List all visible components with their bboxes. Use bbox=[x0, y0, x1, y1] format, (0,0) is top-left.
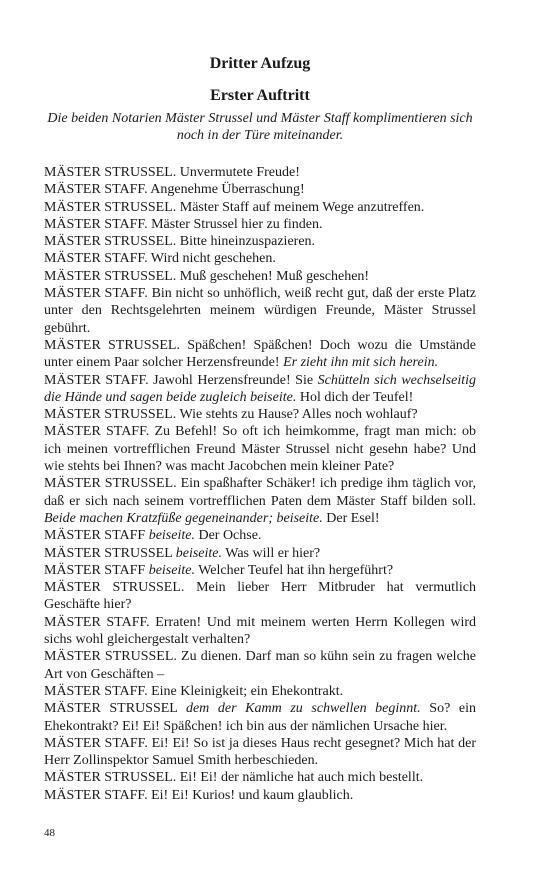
line-text: So? ein Ehekontrakt? Ei! Ei! Späßchen! ich bin aus der nämlichen Ursache hier. bbox=[44, 701, 477, 734]
dialogue-line bbox=[44, 562, 476, 579]
stage-direction: Die beiden Notarien Mäster Strussel und Mäster Staff komplimentieren sich noch in der Türe miteinander. bbox=[47, 111, 473, 143]
line-text: MÄSTER STAFF. Erraten! Und mit meinem werten Herrn Kollegen wird sichs wohl gleichergestalt verhalten? bbox=[44, 614, 476, 648]
line-text: MÄSTER STRUSSEL. Ein spaßhafter Schäker! ich predige ihm täglich vor, daß er sich nach seinem vortrefflichen Paten dem Mäster Staff bilden soll. bbox=[44, 476, 476, 509]
stage-direction-inline: beiseite. bbox=[148, 562, 195, 578]
line-text: MÄSTER STRUSSEL. Mäster Staff auf meinem Wege anzutreffen. bbox=[44, 199, 425, 215]
line-text: MÄSTER STAFF bbox=[44, 528, 149, 544]
dialogue-line bbox=[44, 285, 476, 337]
line-text: MÄSTER STRUSSEL. Späßchen! Späßchen! Doch wozu die Umstände unter einem Paar solcher Herzensfreunde! bbox=[44, 337, 476, 371]
dialogue-line bbox=[44, 372, 476, 407]
dialogue-line bbox=[44, 700, 476, 735]
line-text: MÄSTER STRUSSEL. Mein lieber Herr Mitbruder hat vermutlich Geschäfte hier? bbox=[44, 580, 476, 613]
dialogue-line bbox=[44, 787, 476, 804]
line-text: MÄSTER STAFF. Ei! Ei! So ist ja dieses Haus recht gesegnet? Mich hat der Herr Zollinspektor Samuel Smith herbeschieden. bbox=[44, 735, 476, 769]
dialogue-line bbox=[44, 250, 476, 267]
dialogue-line bbox=[44, 233, 476, 250]
line-text: Welcher Teufel hat ihn hergeführt? bbox=[194, 562, 394, 578]
dialogue-line bbox=[44, 579, 476, 614]
page-content bbox=[44, 54, 476, 804]
dialogue-line bbox=[44, 769, 476, 786]
dialogue-line bbox=[44, 614, 476, 649]
dialogue-line bbox=[44, 199, 476, 216]
dialogue bbox=[44, 164, 476, 804]
scene-title: Erster Auftritt bbox=[210, 87, 310, 104]
stage-direction-inline: Er zieht ihn mit sich herein. bbox=[283, 355, 439, 371]
stage-direction-inline: beiseite. bbox=[148, 528, 195, 544]
line-text: MÄSTER STRUSSEL bbox=[44, 545, 176, 561]
page-number: 48 bbox=[44, 827, 55, 839]
line-text: MÄSTER STAFF. Eine Kleinigkeit; ein Ehekontrakt. bbox=[44, 683, 344, 699]
line-text: MÄSTER STRUSSEL. Unvermutete Freude! bbox=[44, 165, 300, 180]
dialogue-line bbox=[44, 181, 476, 198]
dialogue-line bbox=[44, 216, 476, 233]
line-text: Hol dich der Teufel! bbox=[296, 389, 414, 405]
act-title: Dritter Aufzug bbox=[209, 55, 311, 72]
line-text: Der Esel! bbox=[322, 510, 380, 526]
line-text: MÄSTER STAFF. Bin nicht so unhöflich, weiß recht gut, daß der erste Platz unter den Rechtsgelehrten meinem würdigen Freunde, Mäster Strussel gebührt. bbox=[44, 286, 476, 336]
dialogue-line bbox=[44, 527, 476, 544]
line-text: MÄSTER STAFF. Mäster Strussel hier zu finden. bbox=[44, 216, 323, 232]
stage-direction-inline: Beide machen Kratzfüße gegeneinander; beiseite. bbox=[44, 510, 323, 526]
line-text: Der Ochse. bbox=[194, 528, 262, 544]
stage-direction-inline: dem der Kamm zu schwellen beginnt. bbox=[185, 701, 421, 717]
stage-direction-inline: beiseite. bbox=[175, 545, 222, 561]
line-text: MÄSTER STRUSSEL. Muß geschehen! Muß geschehen! bbox=[44, 268, 370, 284]
dialogue-line bbox=[44, 545, 476, 562]
dialogue-line bbox=[44, 735, 476, 770]
line-text: MÄSTER STRUSSEL. Bitte hineinzuspazieren. bbox=[44, 234, 316, 250]
dialogue-line bbox=[44, 164, 476, 181]
dialogue-line bbox=[44, 406, 476, 423]
dialogue-line bbox=[44, 268, 476, 285]
line-text: MÄSTER STAFF. Ei! Ei! Kurios! und kaum glaublich. bbox=[44, 787, 354, 803]
line-text: Was will er hier? bbox=[222, 545, 321, 561]
dialogue-line bbox=[44, 648, 476, 683]
dialogue-line bbox=[44, 337, 476, 372]
dialogue-line bbox=[44, 683, 476, 700]
line-text: MÄSTER STAFF. Zu Befehl! So oft ich heimkomme, fragt man mich: ob ich meinen vortrefflichen Freund Mäster Strussel nicht gesehn habe? Und wie stehts bei Ihnen? was macht Jacobchen mein kleiner Pate? bbox=[44, 424, 476, 475]
dialogue-line bbox=[44, 475, 476, 527]
line-text: MÄSTER STRUSSEL bbox=[44, 701, 186, 717]
line-text: MÄSTER STAFF. Wird nicht geschehen. bbox=[44, 251, 276, 267]
stage-direction-inline: Schütteln sich wechselseitig die Hände und sagen beide zugleich beiseite. bbox=[44, 372, 476, 405]
line-text: MÄSTER STAFF. Jawohl Herzensfreunde! Sie bbox=[44, 372, 318, 388]
line-text: MÄSTER STRUSSEL. Zu dienen. Darf man so kühn sein zu fragen welche Art von Geschäften – bbox=[44, 649, 476, 682]
line-text: MÄSTER STRUSSEL. Wie stehts zu Hause? Alles noch wohlauf? bbox=[44, 407, 418, 423]
line-text: MÄSTER STAFF bbox=[44, 562, 149, 578]
dialogue-line bbox=[44, 423, 476, 475]
line-text: MÄSTER STRUSSEL. Ei! Ei! der nämliche hat auch mich bestellt. bbox=[44, 770, 424, 786]
line-text: MÄSTER STAFF. Angenehme Überraschung! bbox=[44, 182, 305, 198]
